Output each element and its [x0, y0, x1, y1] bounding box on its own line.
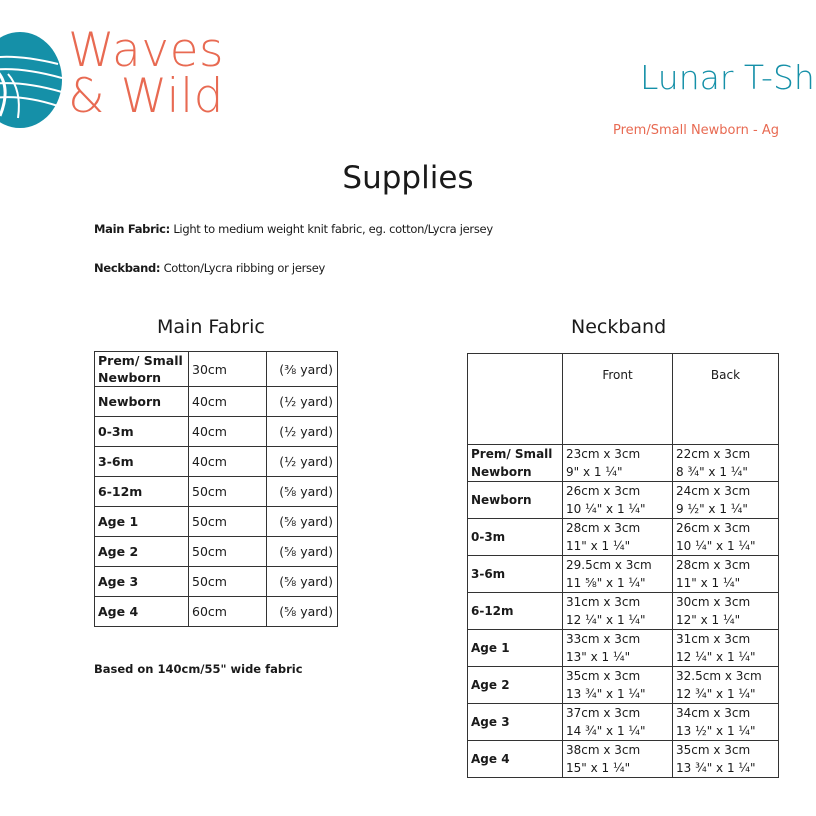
size-cell: 6-12m [95, 477, 189, 507]
back-measure-cell [673, 704, 779, 741]
metric-cell: 30cm [189, 352, 267, 387]
neckband-description [94, 261, 325, 275]
size-cell: Age 1 [468, 630, 563, 667]
table-row [95, 417, 338, 447]
size-cell: Prem/ Small Newborn [468, 445, 563, 482]
front-measure-cell [563, 741, 673, 778]
imperial-value: 9 ½" x 1 ¼" [676, 502, 748, 516]
size-cell: Age 3 [95, 567, 189, 597]
imperial-value: 10 ¼" x 1 ¼" [566, 502, 646, 516]
neckband-table-title: Neckband [571, 316, 667, 338]
front-measure-cell [563, 667, 673, 704]
size-cell: 6-12m [468, 593, 563, 630]
back-measure-cell [673, 630, 779, 667]
imperial-value: 9" x 1 ¼" [566, 465, 623, 479]
back-measure-cell [673, 445, 779, 482]
imperial-value: 15" x 1 ¼" [566, 761, 631, 775]
material-label: Neckband: [94, 261, 161, 275]
fabric-width-note: Based on 140cm/55" wide fabric [94, 662, 303, 676]
size-cell: Age 2 [95, 537, 189, 567]
header-cell: Front [563, 354, 673, 445]
size-cell: Age 4 [95, 597, 189, 627]
brand-line-1: Waves [68, 23, 224, 78]
table-header-row [468, 354, 779, 445]
metric-cell: 50cm [189, 477, 267, 507]
metric-value: 24cm x 3cm [676, 484, 751, 498]
imperial-value: 12 ¾" x 1 ¼" [676, 687, 756, 701]
table-row [95, 447, 338, 477]
imperial-cell: (½ yard) [267, 417, 338, 447]
metric-value: 28cm x 3cm [566, 521, 641, 535]
metric-cell: 40cm [189, 387, 267, 417]
imperial-cell: (⅜ yard) [267, 352, 338, 387]
imperial-cell: (⅝ yard) [267, 477, 338, 507]
front-measure-cell [563, 556, 673, 593]
imperial-value: 12 ¼" x 1 ¼" [676, 650, 756, 664]
metric-value: 26cm x 3cm [566, 484, 641, 498]
table-row [468, 593, 779, 630]
imperial-value: 12 ¼" x 1 ¼" [566, 613, 646, 627]
table-row [95, 597, 338, 627]
imperial-cell: (½ yard) [267, 447, 338, 477]
imperial-value: 13" x 1 ¼" [566, 650, 631, 664]
brand-line-2: & Wild [68, 69, 224, 124]
neckband-table [467, 353, 779, 778]
imperial-value: 13 ¾" x 1 ¼" [676, 761, 756, 775]
metric-cell: 50cm [189, 567, 267, 597]
table-row [468, 445, 779, 482]
material-text: Light to medium weight knit fabric, eg. cotton/Lycra jersey [173, 222, 493, 236]
brand-name [68, 23, 224, 124]
front-measure-cell [563, 704, 673, 741]
imperial-cell: (½ yard) [267, 387, 338, 417]
size-cell: Age 1 [95, 507, 189, 537]
size-cell: Age 2 [468, 667, 563, 704]
table-row [95, 387, 338, 417]
metric-value: 31cm x 3cm [566, 595, 641, 609]
back-measure-cell [673, 741, 779, 778]
imperial-value: 11" x 1 ¼" [566, 539, 631, 553]
size-cell: Prem/ Small Newborn [95, 352, 189, 387]
metric-value: 31cm x 3cm [676, 632, 751, 646]
metric-value: 35cm x 3cm [566, 669, 641, 683]
table-row [468, 630, 779, 667]
front-measure-cell [563, 630, 673, 667]
size-cell: 0-3m [468, 519, 563, 556]
main-fabric-table [94, 351, 338, 627]
imperial-cell: (⅝ yard) [267, 597, 338, 627]
metric-cell: 50cm [189, 537, 267, 567]
table-row [468, 667, 779, 704]
size-cell: 3-6m [95, 447, 189, 477]
metric-cell: 60cm [189, 597, 267, 627]
table-row [95, 567, 338, 597]
table-row [468, 519, 779, 556]
metric-value: 34cm x 3cm [676, 706, 751, 720]
metric-value: 22cm x 3cm [676, 447, 751, 461]
header-cell [468, 354, 563, 445]
back-measure-cell [673, 519, 779, 556]
table-row [95, 352, 338, 387]
table-row [468, 556, 779, 593]
imperial-value: 12" x 1 ¼" [676, 613, 741, 627]
back-measure-cell [673, 556, 779, 593]
wave-logo-icon [0, 30, 62, 130]
imperial-value: 13 ¾" x 1 ¼" [566, 687, 646, 701]
metric-value: 28cm x 3cm [676, 558, 751, 572]
metric-value: 37cm x 3cm [566, 706, 641, 720]
size-cell: 0-3m [95, 417, 189, 447]
material-label: Main Fabric: [94, 222, 170, 236]
table-row [468, 704, 779, 741]
size-cell: Newborn [468, 482, 563, 519]
front-measure-cell [563, 593, 673, 630]
metric-value: 35cm x 3cm [676, 743, 751, 757]
document-title: Lunar T-Sh [640, 58, 815, 97]
back-measure-cell [673, 482, 779, 519]
imperial-cell: (⅝ yard) [267, 537, 338, 567]
size-cell: 3-6m [468, 556, 563, 593]
table-row [95, 537, 338, 567]
metric-value: 30cm x 3cm [676, 595, 751, 609]
table-row [468, 482, 779, 519]
front-measure-cell [563, 445, 673, 482]
main-fabric-table-title: Main Fabric [157, 316, 265, 338]
main-fabric-description [94, 222, 493, 236]
metric-cell: 40cm [189, 417, 267, 447]
section-title: Supplies [342, 160, 474, 196]
imperial-value: 11 ⅝" x 1 ¼" [566, 576, 646, 590]
front-measure-cell [563, 519, 673, 556]
imperial-value: 10 ¼" x 1 ¼" [676, 539, 756, 553]
table-row [95, 507, 338, 537]
table-row [468, 741, 779, 778]
imperial-value: 8 ¾" x 1 ¼" [676, 465, 748, 479]
back-measure-cell [673, 667, 779, 704]
imperial-value: 11" x 1 ¼" [676, 576, 741, 590]
document-subtitle: Prem/Small Newborn - Ag [613, 123, 779, 138]
metric-value: 26cm x 3cm [676, 521, 751, 535]
back-measure-cell [673, 593, 779, 630]
table-row [95, 477, 338, 507]
metric-cell: 40cm [189, 447, 267, 477]
metric-value: 32.5cm x 3cm [676, 669, 762, 683]
imperial-cell: (⅝ yard) [267, 507, 338, 537]
header-cell: Back [673, 354, 779, 445]
metric-cell: 50cm [189, 507, 267, 537]
size-cell: Age 3 [468, 704, 563, 741]
imperial-value: 13 ½" x 1 ¼" [676, 724, 756, 738]
imperial-value: 14 ¾" x 1 ¼" [566, 724, 646, 738]
size-cell: Age 4 [468, 741, 563, 778]
imperial-cell: (⅝ yard) [267, 567, 338, 597]
metric-value: 38cm x 3cm [566, 743, 641, 757]
metric-value: 23cm x 3cm [566, 447, 641, 461]
metric-value: 33cm x 3cm [566, 632, 641, 646]
size-cell: Newborn [95, 387, 189, 417]
front-measure-cell [563, 482, 673, 519]
material-text: Cotton/Lycra ribbing or jersey [163, 261, 326, 275]
metric-value: 29.5cm x 3cm [566, 558, 652, 572]
